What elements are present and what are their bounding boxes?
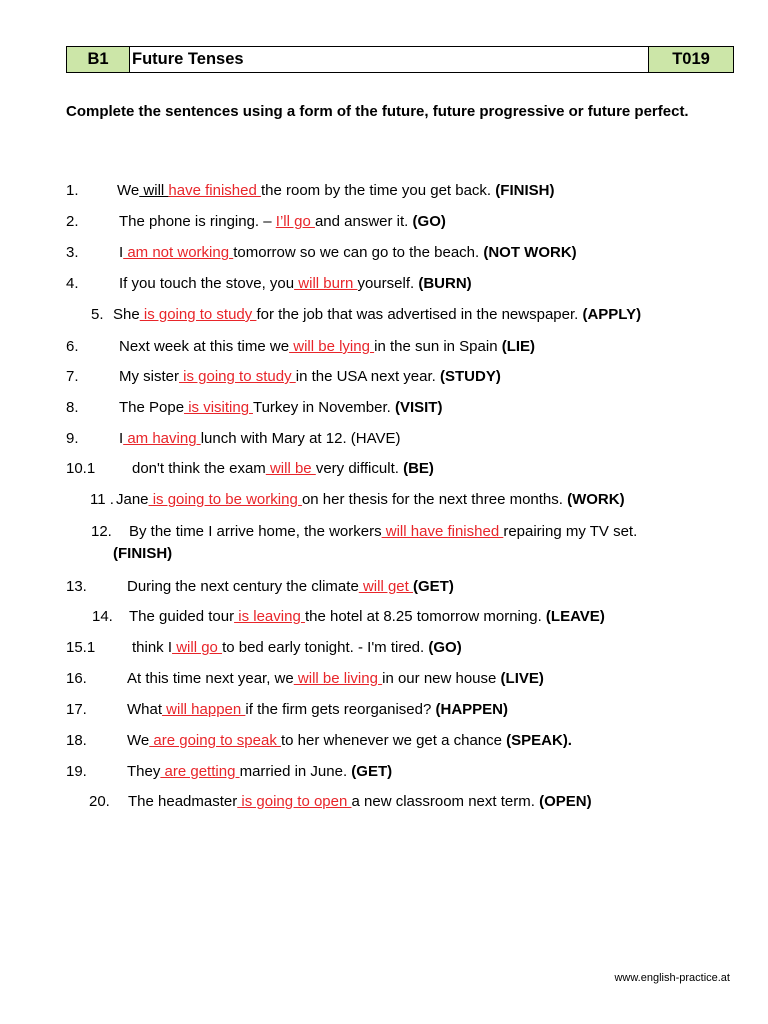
sentence-suffix: in our new house <box>382 670 501 687</box>
base-verb: (GET) <box>412 578 454 595</box>
base-verb: (GO) <box>412 213 446 230</box>
answer-text: are going to speak <box>149 732 281 749</box>
sentence-suffix: very difficult. <box>315 460 404 477</box>
sentence-prefix: The headmaster <box>128 793 238 810</box>
sentence-number: 6. <box>66 338 79 355</box>
base-verb: (BURN) <box>418 275 472 292</box>
sentence-suffix: if the firm gets reorganised? <box>245 701 436 718</box>
sentence-suffix: in the USA next year. <box>295 368 440 385</box>
sentence-suffix: the hotel at 8.25 tomorrow morning. <box>304 608 546 625</box>
sentence-prefix: My sister <box>119 368 179 385</box>
sentence-prefix: The guided tour <box>129 608 235 625</box>
answer-text: will burn <box>294 275 358 292</box>
answer-text: will be <box>265 460 316 477</box>
sentence-prefix: She <box>113 306 140 323</box>
base-verb: (OPEN) <box>539 793 592 810</box>
sentence-prefix: If you touch the stove, you <box>119 275 295 292</box>
footer-url: www.english-practice.at <box>614 972 730 984</box>
sentence-number: 18. <box>66 732 87 749</box>
sentence-text <box>119 212 446 232</box>
sentence-number: 14. <box>92 608 113 625</box>
sentence-number: 5. <box>91 306 104 323</box>
sentence-text <box>129 522 637 542</box>
sentence-suffix: the room by the time you get back. <box>260 182 496 199</box>
sentence-suffix: repairing my TV set. <box>503 523 638 540</box>
base-verb: (WORK) <box>567 491 625 508</box>
answer-text: is going to be working <box>148 491 302 508</box>
sentence-text <box>132 459 434 479</box>
sentence-prefix: Jane <box>116 491 149 508</box>
sentence-prefix: I <box>119 244 124 261</box>
sentence-text <box>119 337 535 357</box>
sentence-text <box>119 367 501 387</box>
sentence-number: 8. <box>66 399 79 416</box>
sentence-prefix: think I <box>132 639 173 656</box>
answer-text: will go <box>172 639 223 656</box>
answer-text: am not working <box>123 244 234 261</box>
sentence-number: 15.1 <box>66 639 96 656</box>
sentence-text <box>119 274 472 294</box>
sentence-text <box>119 243 577 263</box>
base-verb: (VISIT) <box>394 399 443 416</box>
sentence-text <box>129 607 605 627</box>
base-verb: (BE) <box>403 460 434 477</box>
answer-text: will be living <box>293 670 383 687</box>
sentence-number: 11 . <box>90 491 114 508</box>
answer-text: will be lying <box>289 338 375 355</box>
sentence-prefix: What <box>127 701 163 718</box>
sentence-number: 7. <box>66 368 79 385</box>
sentence-suffix: to bed early tonight. - I'm tired. <box>222 639 429 656</box>
answer-text: is going to study <box>179 368 296 385</box>
sentence-number: 9. <box>66 430 79 447</box>
sentence-suffix: a new classroom next term. <box>351 793 540 810</box>
given-word: will <box>139 182 169 199</box>
sentence-suffix: and answer it. <box>314 213 413 230</box>
sentence-number: 3. <box>66 244 79 261</box>
sentence-number: 16. <box>66 670 87 687</box>
sentence-suffix: in the sun in Spain <box>374 338 502 355</box>
base-verb: (GO) <box>428 639 462 656</box>
sentence-number: 12. <box>91 523 112 540</box>
sentence-prefix: Next week at this time we <box>119 338 290 355</box>
base-verb: (LIE) <box>501 338 536 355</box>
sentence-suffix: on her thesis for the next three months. <box>301 491 568 508</box>
answer-text: is going to open <box>237 793 352 810</box>
sentence-number: 1. <box>66 182 79 199</box>
answer-text: will happen <box>162 701 246 718</box>
sentence-prefix: During the next century the climate <box>127 578 359 595</box>
sentence-number: 4. <box>66 275 79 292</box>
sentence-number: 10.1 <box>66 460 96 477</box>
worksheet-code: T019 <box>649 47 733 72</box>
title-table <box>66 46 734 73</box>
sentence-number: 17. <box>66 701 87 718</box>
base-verb: (LEAVE) <box>545 608 605 625</box>
sentence-suffix: Turkey in November. <box>252 399 395 416</box>
instructions: Complete the sentences using a form of the future, future progressive or future perfect. <box>66 103 689 120</box>
answer-text: is going to study <box>139 306 257 323</box>
sentence-prefix: At this time next year, we <box>127 670 294 687</box>
base-verb: (HAPPEN) <box>435 701 509 718</box>
worksheet-title: Future Tenses <box>130 47 649 72</box>
sentence-prefix: They <box>127 763 161 780</box>
sentence-text <box>116 490 625 510</box>
base-verb: (SPEAK). <box>506 732 572 749</box>
sentence-text <box>113 305 641 325</box>
answer-text: are getting <box>160 763 240 780</box>
sentence-text <box>127 669 544 689</box>
sentence-prefix: I <box>119 430 124 447</box>
sentence-number: 2. <box>66 213 79 230</box>
base-verb: (LIVE) <box>500 670 544 687</box>
base-verb: (NOT WORK) <box>483 244 577 261</box>
sentence-suffix: to her whenever we get a chance <box>281 732 507 749</box>
sentence-prefix: The Pope <box>119 399 185 416</box>
answer-text: have finished <box>168 182 261 199</box>
sentence-prefix: The phone is ringing. – <box>119 213 276 230</box>
base-verb: (FINISH) <box>113 545 173 562</box>
sentence-text <box>127 577 454 597</box>
sentence-suffix: yourself. <box>357 275 419 292</box>
level-cell: B1 <box>67 47 130 72</box>
sentence-prefix: We <box>127 732 150 749</box>
sentence-number: 13. <box>66 578 87 595</box>
sentence-prefix: don't think the exam <box>132 460 266 477</box>
sentence-suffix: lunch with Mary at 12. (HAVE) <box>200 430 401 447</box>
base-verb: (FINISH) <box>495 182 555 199</box>
sentence-text <box>128 792 592 812</box>
answer-text: will get <box>358 578 413 595</box>
sentence-text <box>127 700 508 720</box>
sentence-prefix: We <box>117 182 140 199</box>
answer-text: I’ll go <box>275 213 315 230</box>
sentence-suffix: married in June. <box>239 763 352 780</box>
answer-text: am having <box>123 430 201 447</box>
sentence-number: 20. <box>89 793 110 810</box>
answer-text: is visiting <box>184 399 253 416</box>
sentence-text <box>119 398 442 418</box>
sentence-text <box>127 762 392 782</box>
answer-text: will have finished <box>381 523 504 540</box>
sentence-number: 19. <box>66 763 87 780</box>
sentence-text <box>132 638 462 658</box>
base-verb: (APPLY) <box>582 306 642 323</box>
base-verb: (STUDY) <box>440 368 501 385</box>
sentence-text <box>119 429 401 449</box>
sentence-text <box>117 181 554 201</box>
sentence-suffix: tomorrow so we can go to the beach. <box>233 244 484 261</box>
sentence-text <box>127 731 572 751</box>
answer-text: is leaving <box>234 608 305 625</box>
sentence-prefix: By the time I arrive home, the workers <box>129 523 382 540</box>
sentence-suffix: for the job that was advertised in the newspaper. <box>256 306 583 323</box>
base-verb: (GET) <box>351 763 393 780</box>
